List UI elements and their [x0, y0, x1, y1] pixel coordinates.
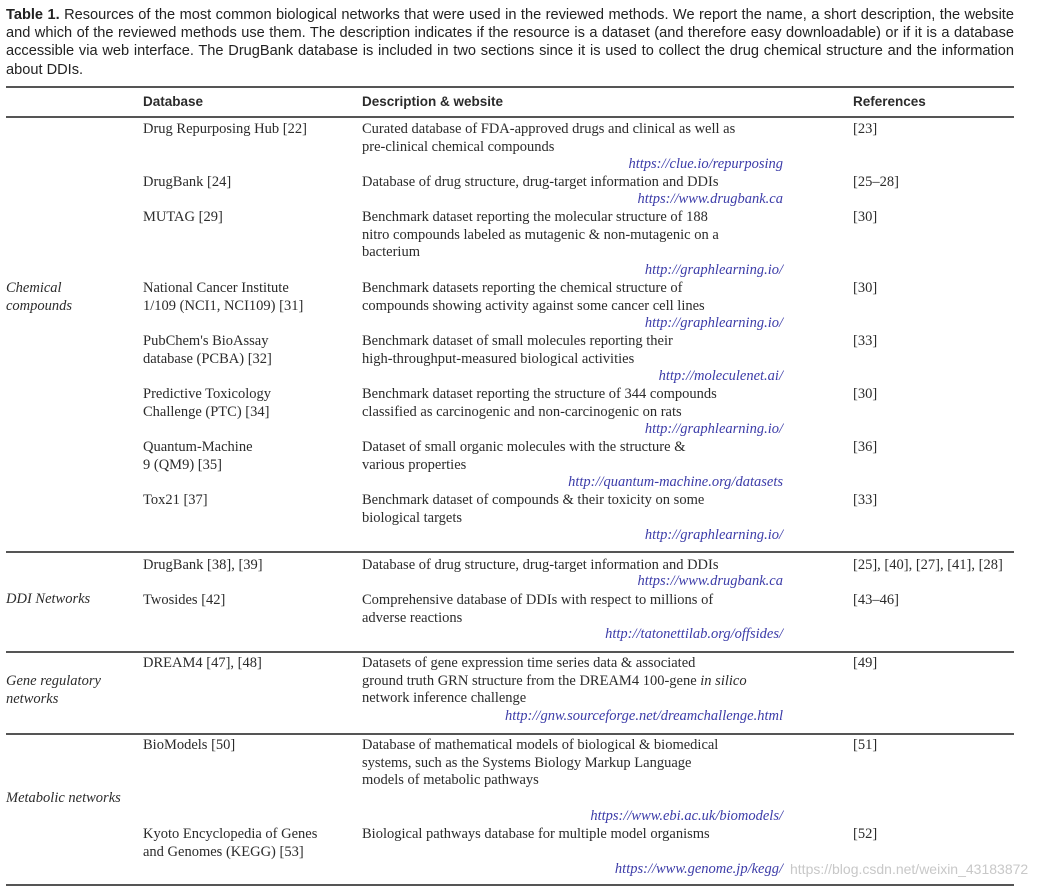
database-line: PubChem's BioAssay [143, 333, 269, 349]
category-label [6, 591, 90, 609]
database-line: Twosides [42] [143, 592, 226, 608]
database-line: DrugBank [24] [143, 174, 232, 190]
website-link[interactable]: http://graphlearning.io/ [644, 262, 783, 278]
description-line: Datasets of gene expression time series data & associated [362, 655, 696, 671]
references: [49] [853, 655, 878, 671]
description-line: ground truth GRN structure from the DREAM4 100-gene in silico [362, 672, 747, 689]
database-name [143, 121, 307, 139]
header-references: References [853, 94, 926, 109]
website-link[interactable]: https://www.drugbank.ca [637, 191, 783, 207]
website-link[interactable]: http://moleculenet.ai/ [658, 368, 783, 384]
caption-text: Resources of the most common biological networks that were used in the reviewed methods. We report the name, a short description, the website and which of the reviewed methods use them. The description indicates if the resource is a dataset (and therefore easy downloadable) or if it is a database accessible via web interface. The DrugBank database is included in two sections since it is used to collect the drug chemical structure and the information about DDIs. [6, 7, 1014, 78]
table-top-rule [6, 86, 1014, 88]
description-line: biological targets [362, 509, 462, 526]
category-line: DDI Networks [6, 591, 91, 607]
website-link[interactable]: http://gnw.sourceforge.net/dreamchallenge.html [505, 708, 783, 724]
references: [25–28] [853, 174, 899, 190]
description [362, 280, 705, 315]
table-bottom-rule [6, 884, 1014, 886]
category-line: Metabolic networks [6, 790, 121, 806]
database-line: Challenge (PTC) [34] [143, 403, 270, 420]
database-name [143, 557, 263, 575]
watermark: https://blog.csdn.net/weixin_43183872 [790, 861, 1029, 877]
description [362, 655, 747, 708]
database-line: Tox21 [37] [143, 492, 208, 508]
website-link[interactable]: http://tatonettilab.org/offsides/ [605, 626, 783, 642]
database-name [143, 737, 235, 755]
database-line: and Genomes (KEGG) [53] [143, 843, 304, 860]
website-link[interactable]: https://www.drugbank.ca [637, 573, 783, 589]
description-line: bacterium [362, 244, 420, 261]
description-line: adverse reactions [362, 609, 463, 626]
description [362, 333, 673, 368]
description-line: network inference challenge [362, 690, 527, 707]
description [362, 439, 685, 474]
description-line: Dataset of small organic molecules with the structure & [362, 439, 686, 455]
database-line: BioModels [50] [143, 737, 236, 753]
header-rule [6, 116, 1014, 118]
section-rule [6, 551, 1014, 553]
section-rule [6, 651, 1014, 653]
section-rule [6, 733, 1014, 735]
italic-term: in silico [700, 672, 747, 689]
category-line: Chemical [6, 280, 62, 296]
description-line: high-throughput-measured biological activities [362, 350, 635, 367]
website-link[interactable]: http://graphlearning.io/ [644, 527, 783, 543]
description-line: various properties [362, 456, 467, 473]
description-line: Database of drug structure, drug-target information and DDIs [362, 174, 719, 190]
description-line: Database of drug structure, drug-target information and DDIs [362, 557, 719, 573]
description [362, 492, 704, 527]
references: [25], [40], [27], [41], [28] [853, 557, 1003, 573]
header-description: Description & website [362, 94, 504, 109]
description-line: nitro compounds labeled as mutagenic & non-mutagenic on a [362, 226, 719, 243]
database-name [143, 826, 317, 861]
database-name [143, 386, 271, 421]
description [362, 121, 735, 156]
description [362, 737, 718, 790]
website-link[interactable]: http://graphlearning.io/ [644, 315, 783, 331]
references: [33] [853, 492, 878, 508]
database-line: Predictive Toxicology [143, 386, 271, 402]
database-line: DREAM4 [47], [48] [143, 655, 262, 671]
database-name [143, 655, 262, 673]
table-caption [6, 6, 1014, 79]
references: [30] [853, 386, 878, 402]
database-name [143, 333, 272, 368]
description-line: Benchmark dataset reporting the structure of 344 compounds [362, 386, 717, 402]
references: [36] [853, 439, 878, 455]
description-line: pre-clinical chemical compounds [362, 138, 555, 155]
description-line: Benchmark dataset of compounds & their toxicity on some [362, 492, 705, 508]
description-line: Biological pathways database for multiple model organisms [362, 826, 710, 842]
website-link[interactable]: http://quantum-machine.org/datasets [568, 474, 783, 490]
database-name [143, 592, 225, 610]
description-line: Benchmark dataset reporting the molecular structure of 188 [362, 209, 708, 225]
category-label [6, 280, 72, 315]
description-line: systems, such as the Systems Biology Markup Language [362, 754, 692, 771]
description-line: Benchmark datasets reporting the chemical structure of [362, 280, 683, 296]
references: [23] [853, 121, 878, 137]
description-line: models of metabolic pathways [362, 772, 539, 789]
category-line: networks [6, 690, 59, 707]
website-link[interactable]: https://www.genome.jp/kegg/ [614, 861, 783, 877]
database-name [143, 492, 208, 510]
description [362, 826, 710, 844]
database-line: DrugBank [38], [39] [143, 557, 263, 573]
category-line: Gene regulatory [6, 673, 101, 689]
references: [33] [853, 333, 878, 349]
description-line: classified as carcinogenic and non-carcinogenic on rats [362, 403, 682, 420]
description [362, 174, 718, 192]
description [362, 386, 717, 421]
category-label [6, 673, 101, 708]
database-line: Quantum-Machine [143, 439, 253, 455]
database-name [143, 174, 231, 192]
database-line: 1/109 (NCI1, NCI109) [31] [143, 297, 304, 314]
website-link[interactable]: https://www.ebi.ac.uk/biomodels/ [590, 808, 783, 824]
category-label [6, 790, 121, 808]
references: [30] [853, 280, 878, 296]
references: [43–46] [853, 592, 899, 608]
description [362, 592, 713, 627]
references: [52] [853, 826, 878, 842]
database-name [143, 209, 223, 227]
description-line: Benchmark dataset of small molecules reporting their [362, 333, 673, 349]
database-name [143, 280, 303, 315]
description-line: compounds showing activity against some cancer cell lines [362, 297, 705, 314]
database-line: Drug Repurposing Hub [22] [143, 121, 307, 137]
database-name [143, 439, 253, 474]
database-line: database (PCBA) [32] [143, 350, 272, 367]
description-line: Database of mathematical models of biological & biomedical [362, 737, 719, 753]
database-line: National Cancer Institute [143, 280, 289, 296]
database-line: Kyoto Encyclopedia of Genes [143, 826, 318, 842]
description-line: Comprehensive database of DDIs with respect to millions of [362, 592, 714, 608]
database-line: 9 (QM9) [35] [143, 456, 222, 473]
description [362, 209, 719, 262]
description-line: Curated database of FDA-approved drugs and clinical as well as [362, 121, 736, 137]
category-line: compounds [6, 297, 73, 314]
website-link[interactable]: https://clue.io/repurposing [628, 156, 783, 172]
caption-label: Table 1. [6, 7, 60, 23]
header-database: Database [143, 94, 204, 109]
references: [30] [853, 209, 878, 225]
database-line: MUTAG [29] [143, 209, 223, 225]
website-link[interactable]: http://graphlearning.io/ [644, 421, 783, 437]
references: [51] [853, 737, 878, 753]
